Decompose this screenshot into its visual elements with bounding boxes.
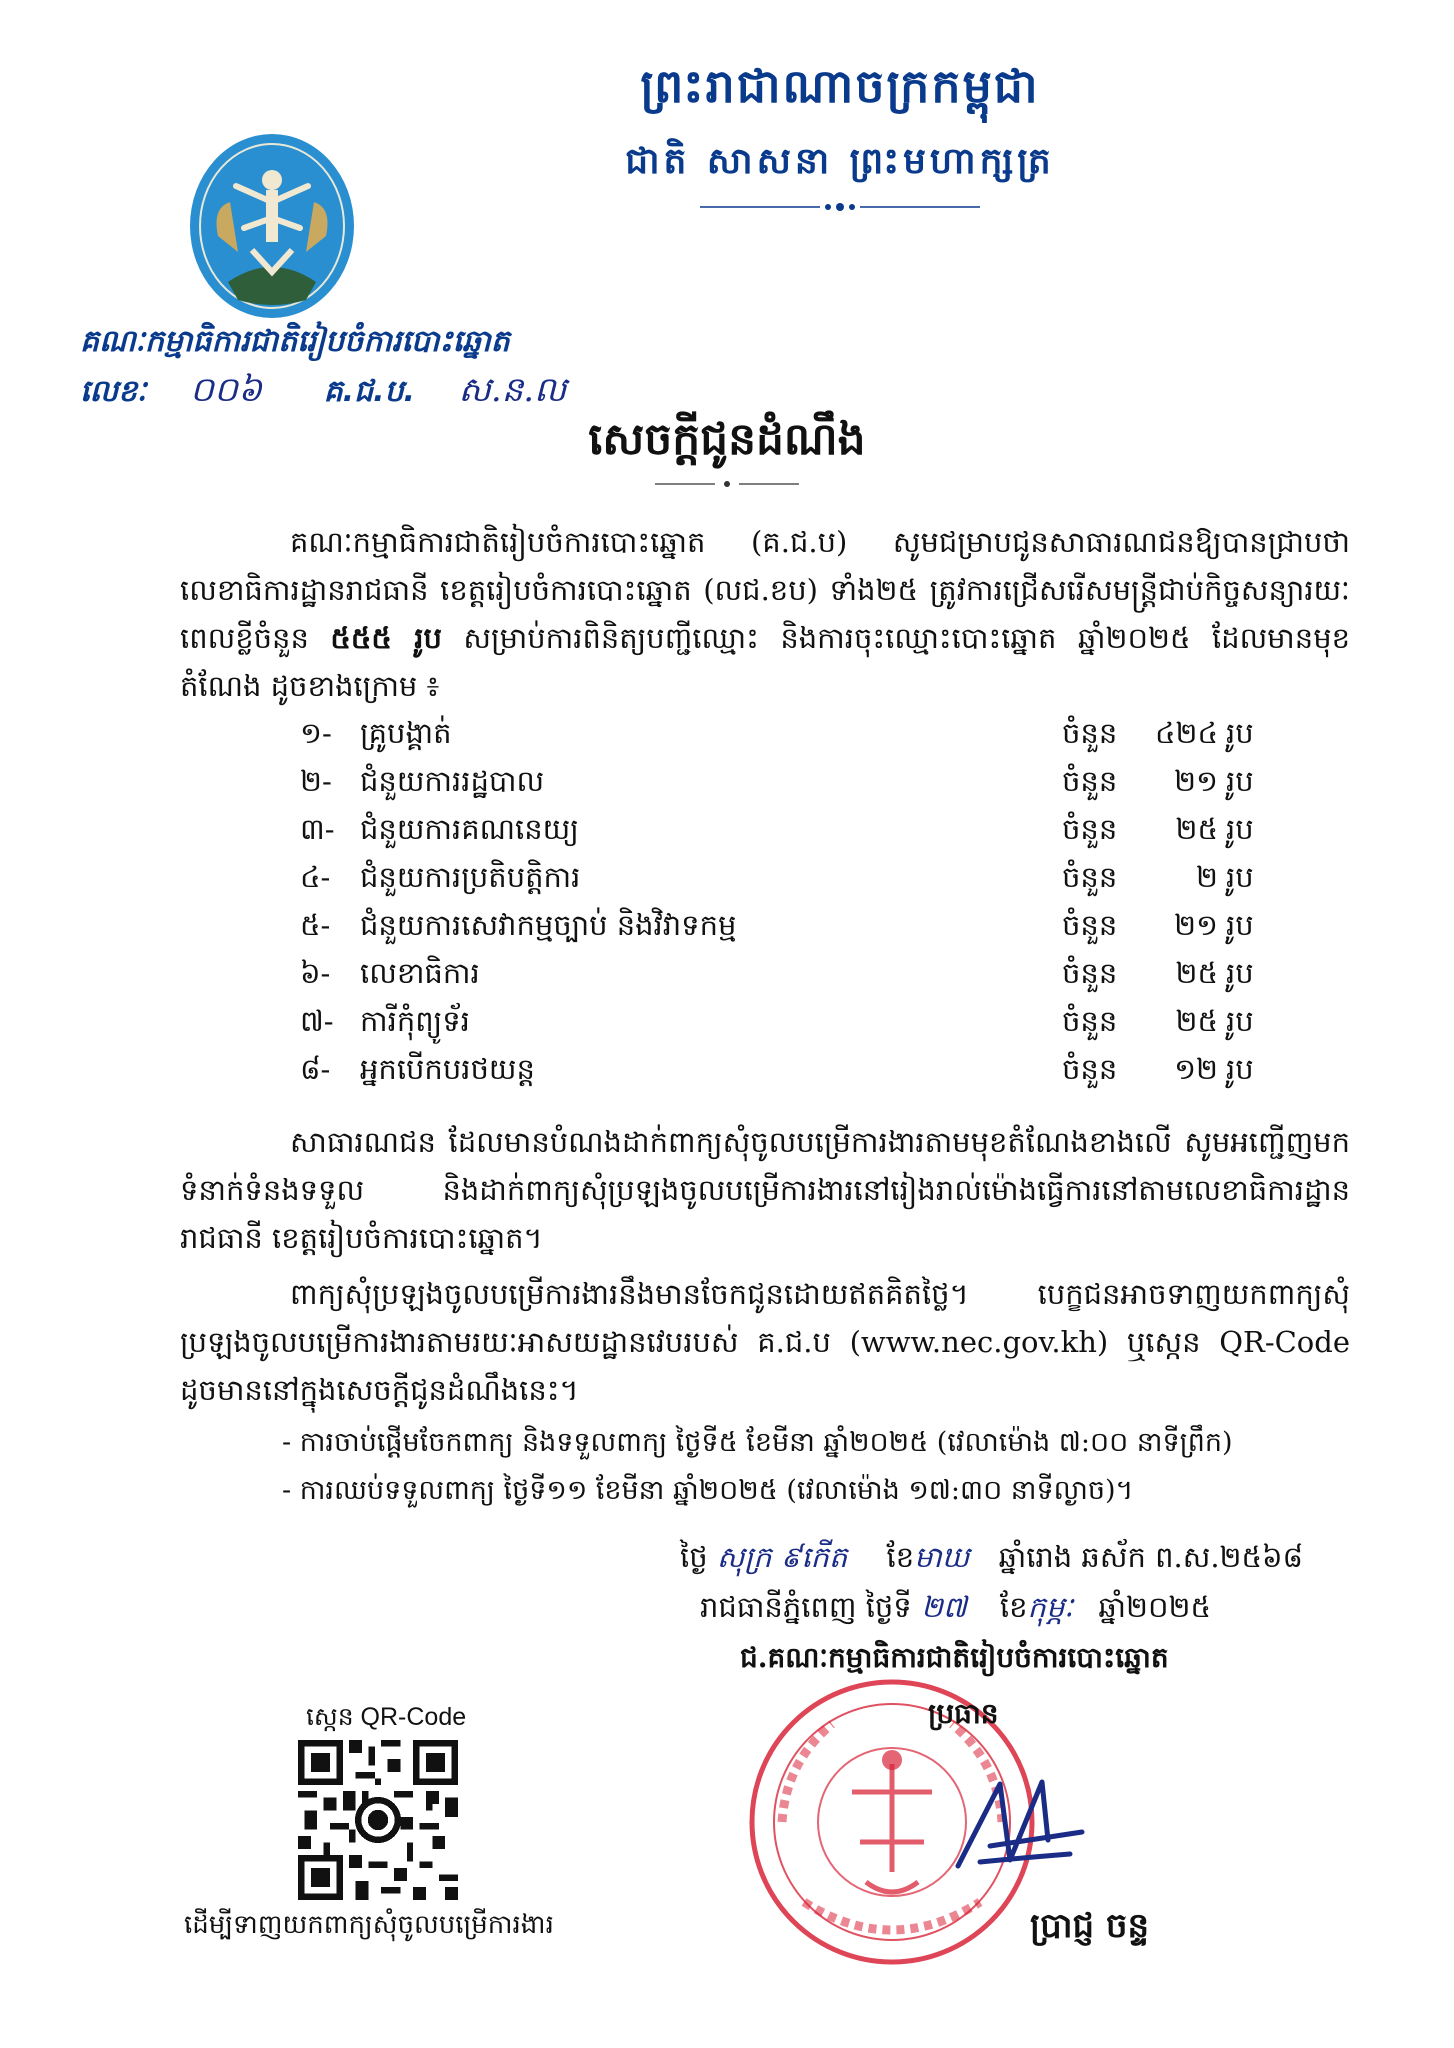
count-value: ៤២៤ xyxy=(1154,716,1218,750)
position-title: លេខាធិការ xyxy=(360,956,480,990)
count-label: ចំនួន xyxy=(1062,812,1118,846)
count-unit: រូប xyxy=(1226,860,1254,894)
lunar-date-line xyxy=(680,1540,1380,1582)
signatory-role: ប្រធាន xyxy=(928,1697,999,1730)
position-number: ៣- xyxy=(300,812,335,846)
signatory-org: ជ.គណៈកម្មាធិការជាតិរៀបចំការបោះឆ្នោត xyxy=(740,1641,1169,1674)
position-number: ២- xyxy=(300,764,332,798)
count-value: ២១ xyxy=(1174,908,1218,942)
kingdom-title: ព្រះរាជាណាចក្រកម្ពុជា xyxy=(640,59,1040,113)
reference-suffix: គ.ជ.ប. xyxy=(323,374,415,409)
kingdom-motto: ជាតិ សាសនា ព្រះមហាក្សត្រ xyxy=(625,140,1055,182)
lunar-year: ឆ្នាំរោង ឆស័ក ព.ស.២៥៦៨ xyxy=(998,1540,1304,1574)
count-unit: រូប xyxy=(1226,812,1254,846)
lunar-day-handwritten: សុក្រ ៩កើត xyxy=(716,1540,848,1574)
count-label: ចំនួន xyxy=(1062,860,1118,894)
reference-label: លេខៈ xyxy=(80,374,147,409)
positions-list xyxy=(300,716,1300,1100)
solar-prefix: រាជធានីភ្នំពេញ ថ្ងៃទី xyxy=(700,1590,912,1624)
count-unit: រូប xyxy=(1226,764,1254,798)
position-number: ៨- xyxy=(300,1052,331,1086)
position-count xyxy=(1062,860,1300,902)
intro-paragraph xyxy=(180,518,1350,710)
position-number: ៧- xyxy=(300,1004,334,1038)
list-item xyxy=(300,956,1300,1004)
intro-total-count: ៥៥៥ រូប xyxy=(330,621,442,655)
qr-caption: ដើម្បីទាញយកពាក្យសុំចូលបម្រើការងារ xyxy=(184,1910,554,1940)
qr-code-icon[interactable] xyxy=(298,1740,458,1900)
count-value: ១២ xyxy=(1174,1052,1218,1086)
count-unit: រូប xyxy=(1226,1052,1254,1086)
position-number: ៦- xyxy=(300,956,331,990)
list-item xyxy=(300,1052,1300,1100)
title-ornament-icon xyxy=(655,478,799,490)
intro-text-end: សម្រាប់ការពិនិត្យបញ្ជីឈ្មោះ និងការចុះឈ្មោះបោះឆ្នោត ឆ្នាំ២០២៥ ដែលមានមុខតំណែង ដូចខាងក្រោម ៖ xyxy=(180,621,1351,703)
count-value: ២ xyxy=(1196,860,1218,894)
document-title: សេចក្តីជូនដំណឹង xyxy=(588,414,866,465)
application-paragraph: សាធារណជន ដែលមានបំណងដាក់ពាក្យសុំចូលបម្រើការងារតាមមុខតំណែងខាងលើ សូមអញ្ជើញមកទំនាក់ទំនងទទួល និងដាក់ពាក្យសុំប្រឡងចូលបម្រើការងារនៅរៀងរាល់ម៉ោងធ្វើការនៅតាមលេខាធិការដ្ឋានរាជធានី ខេត្តរៀបចំការបោះឆ្នោត។ xyxy=(180,1125,1350,1255)
signer-name: ប្រាជ្ញ ចន្ទ xyxy=(1030,1906,1150,1946)
solar-month-label: ខែ xyxy=(999,1590,1028,1624)
lunar-month-handwritten: មាឃ xyxy=(914,1540,970,1574)
position-count xyxy=(1062,812,1300,854)
count-value: ២៥ xyxy=(1175,1004,1218,1038)
count-label: ចំនួន xyxy=(1062,1052,1118,1086)
position-title: ការីកុំព្យូទ័រ xyxy=(360,1004,470,1038)
qr-label: ស្កេន QR-Code xyxy=(306,1703,467,1731)
end-date-bullet: - ការឈប់ទទួលពាក្យ ថ្ងៃទី១១ ខែមីនា ឆ្នាំ២០២៥ (វេលាម៉ោង ១៧:៣០ នាទីល្ងាច)។ xyxy=(282,1475,1134,1506)
position-number: ១- xyxy=(300,716,332,750)
position-count xyxy=(1062,956,1300,998)
position-number: ៥- xyxy=(300,908,331,942)
solar-day-handwritten: ២៧ xyxy=(920,1590,967,1624)
nec-logo-icon xyxy=(188,132,356,320)
reference-suffix-handwritten: ស.ន.ល xyxy=(458,370,567,410)
count-value: ២១ xyxy=(1174,764,1218,798)
solar-date-line xyxy=(700,1590,1400,1632)
solar-year: ឆ្នាំ២០២៥ xyxy=(1098,1590,1211,1624)
position-count xyxy=(1062,764,1300,806)
count-unit: រូប xyxy=(1226,908,1254,942)
count-value: ២៥ xyxy=(1175,956,1218,990)
list-item xyxy=(300,860,1300,908)
count-label: ចំនួន xyxy=(1062,908,1118,942)
list-item xyxy=(300,716,1300,764)
count-label: ចំនួន xyxy=(1062,764,1118,798)
position-title: ជំនួយការប្រតិបត្តិការ xyxy=(360,860,581,894)
count-label: ចំនួន xyxy=(1062,956,1118,990)
position-count xyxy=(1062,1052,1300,1094)
start-date-bullet: - ការចាប់ផ្តើមចែកពាក្យ និងទទួលពាក្យ ថ្ងៃទី៥ ខែមីនា ឆ្នាំ២០២៥ (វេលាម៉ោង ៧:០០ នាទីព្រឹក) xyxy=(282,1427,1233,1458)
position-title: ជំនួយការគណនេយ្យ xyxy=(360,812,579,846)
list-item xyxy=(300,908,1300,956)
count-unit: រូប xyxy=(1226,956,1254,990)
count-value: ២៥ xyxy=(1175,812,1218,846)
count-unit: រូប xyxy=(1226,1004,1254,1038)
position-title: អ្នកបើកបរថយន្ត xyxy=(360,1052,535,1086)
count-label: ចំនួន xyxy=(1062,1004,1118,1038)
list-item xyxy=(300,812,1300,860)
motto-ornament-icon xyxy=(700,200,980,214)
position-count xyxy=(1062,716,1300,758)
position-count xyxy=(1062,908,1300,950)
count-label: ចំនួន xyxy=(1062,716,1118,750)
handwritten-signature-icon xyxy=(950,1770,1090,1880)
issuer-org-name: គណៈកម្មាធិការជាតិរៀបចំការបោះឆ្នោត xyxy=(80,324,510,359)
count-unit: រូប xyxy=(1226,716,1254,750)
solar-month-handwritten: កុម្ភៈ xyxy=(1027,1590,1074,1624)
list-item xyxy=(300,1004,1300,1052)
download-paragraph: ពាក្យសុំប្រឡងចូលបម្រើការងារនឹងមានចែកជូនដោយឥតគិតថ្លៃ។ បេក្ខជនអាចទាញយកពាក្យសុំប្រឡងចូលបម្រើការងារតាមរយៈអាសយដ្ឋានវេបរបស់ គ.ជ.ប (www.nec.gov.kh) ឬស្កេន QR-Code ដូចមាននៅក្នុងសេចក្តីជូនដំណឹងនេះ។ xyxy=(180,1277,1350,1407)
lunar-month-label: ខែ xyxy=(886,1540,915,1574)
intro-text-start: គណៈកម្មាធិការជាតិរៀបចំការបោះឆ្នោត (គ.ជ.ប) សូមជម្រាបជូនសាធារណជនឱ្យបានជ្រាបថា លេខាធិការដ្ឋានរាជធានី ខេត្តរៀបចំការបោះឆ្នោត (លជ.ខប) ទាំង២៥ ត្រូវការជ្រើសរើសមន្ត្រីជាប់កិច្ចសន្យារយៈពេលខ្លីចំនួន xyxy=(180,525,1350,655)
lunar-prefix: ថ្ងៃ xyxy=(680,1540,708,1574)
position-title: ជំនួយការរដ្ឋបាល xyxy=(360,764,545,798)
position-title: ជំនួយការសេវាកម្មច្បាប់ និងវិវាទកម្ម xyxy=(360,908,737,942)
list-item xyxy=(300,764,1300,812)
reference-number: ០០៦ xyxy=(189,370,263,410)
position-number: ៤- xyxy=(300,860,331,894)
position-title: គ្រូបង្គាត់ xyxy=(360,716,452,750)
reference-number-line xyxy=(80,368,582,418)
position-count xyxy=(1062,1004,1300,1046)
